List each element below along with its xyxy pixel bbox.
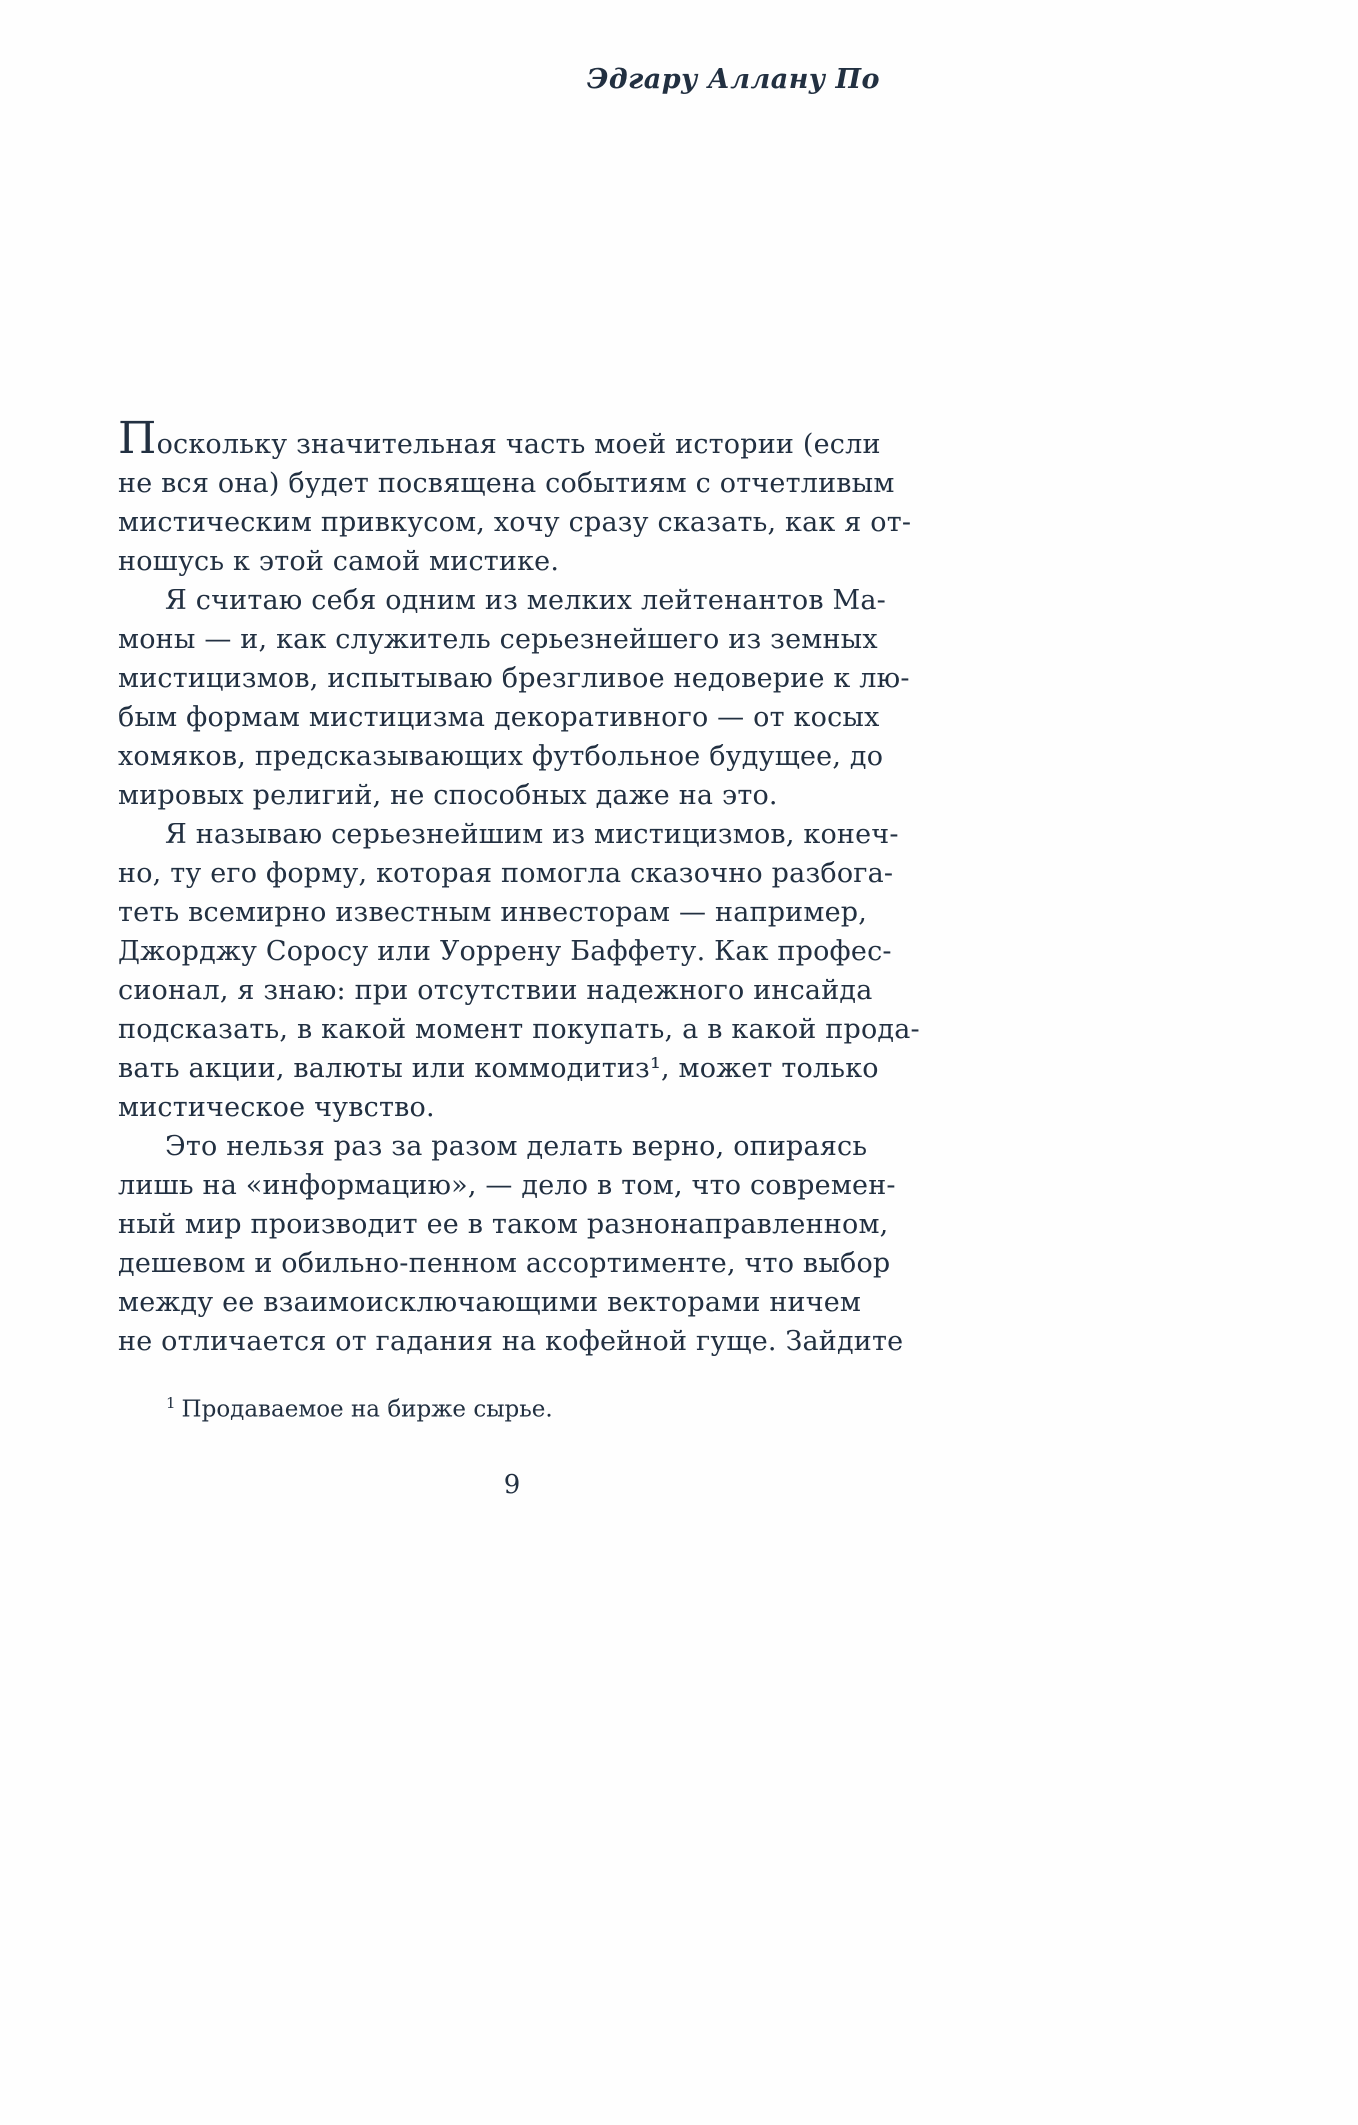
text-line: между ее взаимоисключающими векторами ничем	[118, 1287, 862, 1318]
paragraph	[118, 1127, 918, 1361]
text-line: бым формам мистицизма декоративного — от косых	[118, 702, 880, 733]
paragraph	[118, 413, 918, 581]
text-line: подсказать, в какой момент покупать, а в какой прода-	[118, 1014, 920, 1045]
text-line: хомяков, предсказывающих футбольное будущее, до	[118, 741, 884, 772]
text-line: теть всемирно известным инвесторам — например,	[118, 897, 868, 928]
text-line: вать акции, валюты или коммодитиз¹, может только	[118, 1053, 879, 1084]
body-text	[118, 413, 920, 1361]
text-line: Это нельзя раз за разом делать верно, опираясь	[165, 1131, 868, 1162]
text-line: Я считаю себя одним из мелких лейтенантов Ма-	[165, 585, 886, 616]
footnote-marker: 1	[166, 1394, 176, 1412]
text-line: Я называю серьезнейшим из мистицизмов, конеч-	[165, 819, 899, 850]
text-line: мировых религий, не способных даже на это.	[118, 780, 778, 811]
text-line: не вся она) будет посвящена событиям с отчетливым	[118, 468, 895, 499]
text-line: но, ту его форму, которая помогла сказочно разбога-	[118, 858, 894, 889]
text-line: мистицизмов, испытываю брезгливое недоверие к лю-	[118, 663, 910, 694]
paragraph	[118, 581, 918, 815]
footnote	[118, 1388, 966, 1425]
text-line: мистическим привкусом, хочу сразу сказать, как я от-	[118, 507, 912, 538]
drop-cap: П	[118, 413, 157, 464]
text-line: лишь на «информацию», — дело в том, что современ-	[118, 1170, 896, 1201]
text-line: ношусь к этой самой мистике.	[118, 546, 560, 577]
page-number: 9	[503, 1470, 521, 1500]
text-line: дешевом и обильно-пенном ассортименте, что выбор	[118, 1248, 891, 1279]
dedication: Эдгару Аллану По	[586, 64, 880, 95]
text-line: мистическое чувство.	[118, 1092, 435, 1123]
text-line: сионал, я знаю: при отсутствии надежного инсайда	[118, 975, 873, 1006]
text-line: Поскольку значительная часть моей истории (если	[118, 413, 881, 464]
paragraph	[118, 815, 918, 1127]
footnote-text: Продаваемое на бирже сырье.	[181, 1396, 553, 1423]
text-line: не отличается от гадания на кофейной гуще. Зайдите	[118, 1326, 904, 1357]
text-line: моны — и, как служитель серьезнейшего из земных	[118, 624, 878, 655]
text-line: Джорджу Соросу или Уоррену Баффету. Как профес-	[118, 936, 892, 967]
text-line: ный мир производит ее в таком разнонаправленном,	[118, 1209, 889, 1240]
